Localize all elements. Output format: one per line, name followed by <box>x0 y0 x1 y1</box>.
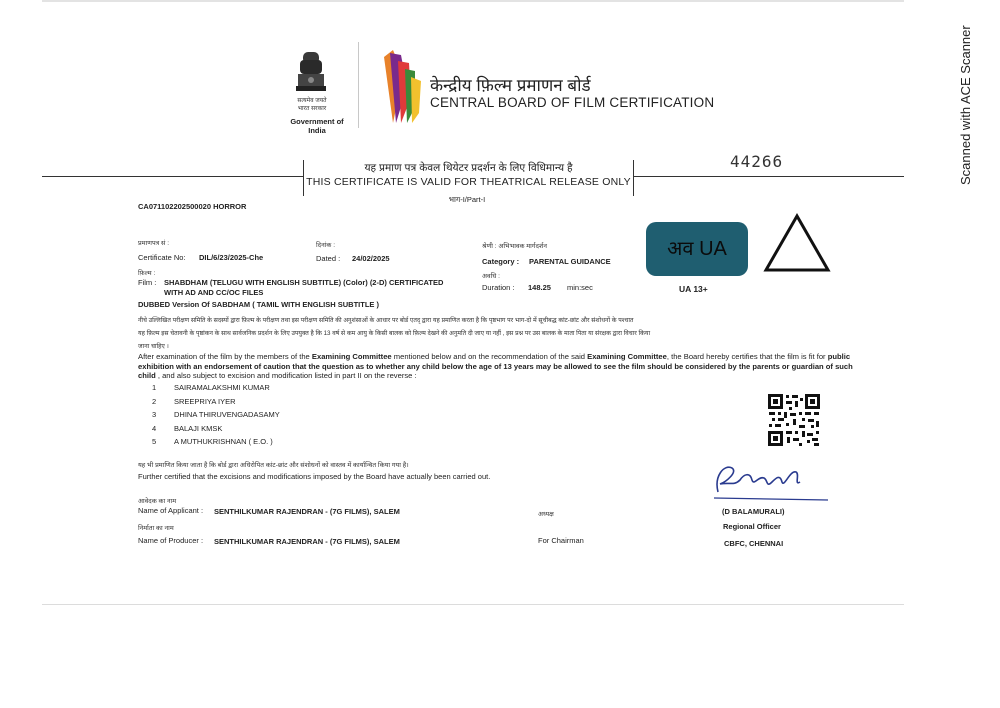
board-name-english: CENTRAL BOARD OF FILM CERTIFICATION <box>430 95 715 110</box>
member-name: BALAJI KMSK <box>174 423 223 433</box>
banner-english: THIS CERTIFICATE IS VALID FOR THEATRICAL RELEASE ONLY <box>306 176 631 188</box>
qr-code-icon <box>767 393 821 447</box>
date-hindi: दिनांक : <box>316 242 336 249</box>
signatory-title: Regional Officer <box>723 522 781 531</box>
serial-number: 44266 <box>730 152 784 171</box>
committee-member <box>152 383 280 397</box>
chairman-hindi: अध्यक्ष <box>538 511 554 518</box>
applicant-value: SENTHILKUMAR RAJENDRAN - (7G FILMS), SALEM <box>214 507 400 516</box>
category-label: Category : <box>482 257 520 266</box>
emblem-ministry: भारत सरकार <box>297 106 327 112</box>
producer-label: Name of Producer : <box>138 536 204 545</box>
hindi-paragraph <box>138 314 862 353</box>
banner-bracket-right <box>633 160 634 196</box>
hindi-paragraph-line2: यह फ़िल्म इस चेतावनी के पृष्ठांकन के साथ सार्वजनिक प्रदर्शन के लिए उपयुक्त है कि 13 वर्ष से कम आयु के किसी बालक को फ़िल्म देखने की अनुमति दी जाए या नहीं , इस प्रश्न पर उस बालक के माता पिता या संरक्षक द्वारा विचार किया <box>138 330 651 337</box>
producer-value: SENTHILKUMAR RAJENDRAN - (7G FILMS), SALEM <box>214 537 400 546</box>
member-name: SAIRAMALAKSHMI KUMAR <box>174 383 270 392</box>
member-name: SREEPRIYA IYER <box>174 396 236 406</box>
member-number: 3 <box>152 410 157 419</box>
emblem-motto: सत्यमेव जयते <box>297 98 327 104</box>
member-number: 1 <box>152 383 157 392</box>
category-hindi: श्रेणी : अभिभावक मार्गदर्शन <box>482 243 547 250</box>
banner-hindi: यह प्रमाण पत्र केवल थियेटर प्रदर्शन के लिए विधिमान्य है <box>364 162 573 174</box>
date-value: 24/02/2025 <box>352 254 390 263</box>
english-para-bold: be considered by the parents or guardian of such child <box>138 361 853 380</box>
film-label: Film : <box>138 278 157 287</box>
english-para-text: mentioned below and on the recommendation of the said <box>391 352 588 361</box>
banner-rule-right <box>633 176 904 177</box>
english-para-text: the film is fit for <box>774 352 828 361</box>
reference-code: CA071102202500020 HORROR <box>138 202 247 211</box>
duration-unit: min:sec <box>567 283 593 292</box>
duration-hindi: अवधि : <box>482 273 500 280</box>
scanner-watermark: Scanned with ACE Scanner <box>958 25 973 185</box>
english-para-text: , the Board hereby certifies that <box>666 352 773 361</box>
committee-member <box>152 410 280 424</box>
logo-divider <box>358 42 359 128</box>
board-name-hindi: केन्द्रीय फ़िल्म प्रमाणन बोर्ड <box>430 76 591 95</box>
member-number: 4 <box>152 423 157 433</box>
committee-member <box>152 424 280 438</box>
further-certified-english: Further certified that the excisions and modifications imposed by the Board have actually been carried out. <box>138 472 491 481</box>
member-number: 5 <box>152 437 157 446</box>
english-para-text: After examination of the film by the members of the <box>138 352 312 361</box>
committee-member <box>152 437 280 451</box>
duration-value: 148.25 <box>528 283 551 292</box>
dubbed-label: DUBBED Version Of <box>138 300 210 309</box>
government-of-india-label: Government of India <box>290 117 344 135</box>
hindi-paragraph-line3: जाना चाहिए । <box>138 343 169 350</box>
applicant-label: Name of Applicant : <box>138 506 204 515</box>
rating-label: UA 13+ <box>679 284 708 294</box>
date-label: Dated : <box>316 254 341 263</box>
for-chairman-label: For Chairman <box>538 536 584 545</box>
film-title-line2: WITH AD AND CC/OC FILES <box>164 288 264 297</box>
producer-hindi: निर्माता का नाम <box>138 525 174 532</box>
signatory-office: CBFC, CHENNAI <box>724 539 784 548</box>
applicant-hindi: आवेदक का नाम <box>138 498 177 505</box>
certificate-no-label: Certificate No: <box>138 253 186 262</box>
signatory-name: (D BALAMURALI) <box>722 507 785 516</box>
member-name: DHINA THIRUVENGADASAMY <box>174 410 280 419</box>
english-para-bold: Examining Committee <box>311 352 392 361</box>
hindi-paragraph-line1: नीचे उल्लिखित परीक्षण समिति के सदस्यों द्वारा फ़िल्म के परीक्षण तथा इस परीक्षण समिति की अनुशंसाओं के आधार पर बोर्ड एतद् द्वारा यह प्रमाणित करता है कि पृष्ठभाग पर भाग-दो में सूचीबद्ध कांट-छांट और संशोधनों के पश्चात <box>138 317 634 324</box>
part-label: भाग-I/Part-I <box>448 195 486 204</box>
member-name: A MUTHUKRISHNAN ( E.O. ) <box>174 437 273 446</box>
banner-bracket-left <box>303 160 304 196</box>
certificate-no-value: DIL/6/23/2025-Che <box>199 253 264 262</box>
certificate-no-hindi: प्रमाणपत्र सं : <box>138 240 170 247</box>
category-value: PARENTAL GUIDANCE <box>529 257 611 266</box>
english-para-bold: public exhibition with an endorsement of caution that the question as to whether any child below the age of 13 years may be allowed to see the film should <box>138 352 851 371</box>
banner-rule-left <box>42 176 303 177</box>
film-title-line1: SHABDHAM (TELUGU WITH ENGLISH SUBTITLE) (Color) (2-D) CERTIFICATED <box>164 278 444 287</box>
cbfc-logo-icon <box>381 47 426 127</box>
rating-badge: अव UA <box>646 222 748 276</box>
further-certified-hindi: यह भी प्रमाणित किया जाता है कि बोर्ड द्वारा अधिरोपित कांट-छांट और संशोधनों को वास्तव में कार्यान्वित किया गया है। <box>138 462 409 469</box>
english-para-text: , and also subject to excision and modification listed in part II on the reverse : <box>155 371 417 380</box>
bottom-edge <box>42 604 904 605</box>
english-paragraph <box>138 352 860 381</box>
english-para-bold: Examining Committee <box>587 352 667 361</box>
signature-icon <box>710 456 830 502</box>
top-edge <box>42 0 904 2</box>
member-number: 2 <box>152 396 157 406</box>
national-emblem-icon <box>282 50 340 102</box>
triangle-icon <box>762 212 832 274</box>
certificate-page <box>42 0 904 605</box>
duration-label: Duration : <box>482 283 515 292</box>
committee-member <box>152 397 280 411</box>
film-hindi: फ़िल्म : <box>138 270 156 277</box>
committee-list <box>152 383 280 451</box>
dubbed-value: SABDHAM ( TAMIL WITH ENGLISH SUBTITLE ) <box>211 300 379 309</box>
